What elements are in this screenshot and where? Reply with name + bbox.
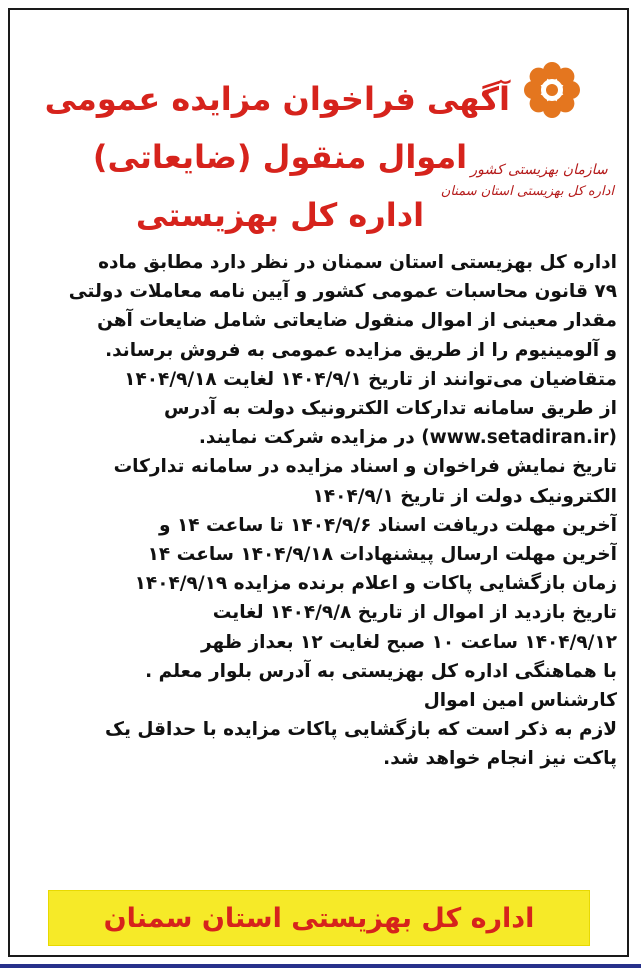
body-line: با هماهنگی اداره کل بهزیستی به آدرس بلوار معلم . [145, 660, 617, 682]
body-line: و آلومینیوم را از طریق مزایده عمومی به فروش برساند. [105, 339, 617, 361]
organization-name: سازمان بهزیستی کشور [470, 162, 608, 178]
body-line: لازم به ذکر است که بازگشایی پاکات مزایده با حداقل یک [105, 719, 617, 741]
body-line: زمان بازگشایی پاکات و اعلام برنده مزایده ۱۴۰۴/۹/۱۹ [134, 573, 617, 595]
flower-emblem-icon [520, 58, 584, 122]
body-line: متقاضیان می‌توانند از تاریخ ۱۴۰۴/۹/۱ لغایت ۱۴۰۴/۹/۱۸ [124, 368, 617, 390]
notice-frame [8, 8, 629, 957]
body-line: از طریق سامانه تدارکات الکترونیک دولت به آدرس [163, 398, 617, 420]
body-line: ۱۴۰۴/۹/۱۲ ساعت ۱۰ صبح لغایت ۱۲ بعداز ظهر [200, 631, 617, 653]
body-line: تاریخ نمایش فراخوان و اسناد مزایده در سامانه تدارکات [113, 456, 617, 478]
notice-header [10, 10, 627, 248]
footer-label: اداره کل بهزیستی استان سمنان [103, 902, 535, 934]
footer-banner [48, 890, 590, 946]
body-line: پاکت نیز انجام خواهد شد. [383, 748, 617, 770]
organization-province: اداره کل بهزیستی استان سمنان [440, 184, 614, 199]
body-line: تاریخ بازدید از اموال از تاریخ ۱۴۰۴/۹/۸ لغایت [212, 602, 617, 624]
body-line: آخرین مهلت ارسال پیشنهادات ۱۴۰۴/۹/۱۸ ساعت ۱۴ [147, 544, 617, 566]
notice-title-line-1: آگهی فراخوان مزایده عمومی [44, 80, 510, 118]
bottom-divider [0, 964, 641, 968]
body-line: مقدار معینی از اموال منقول ضایعاتی شامل ضایعات آهن [97, 310, 617, 332]
notice-title-line-3: اداره کل بهزیستی [135, 196, 425, 234]
body-line: الکترونیک دولت از تاریخ ۱۴۰۴/۹/۱ [312, 485, 617, 507]
notice-title-block [44, 70, 510, 244]
notice-body [22, 248, 617, 774]
body-line: کارشناس امین اموال [423, 690, 617, 712]
body-line-website: (www.setadiran.ir) در مزایده شرکت نمایند. [198, 427, 617, 449]
body-line: ۷۹ قانون محاسبات عمومی کشور و آیین نامه معاملات دولتی [68, 281, 617, 303]
body-line: اداره کل بهزیستی استان سمنان در نظر دارد مطابق ماده [98, 252, 617, 273]
body-line: آخرین مهلت دریافت اسناد ۱۴۰۴/۹/۶ تا ساعت ۱۴ و [159, 514, 617, 536]
notice-title-line-2: اموال منقول (ضایعاتی) [92, 138, 468, 176]
